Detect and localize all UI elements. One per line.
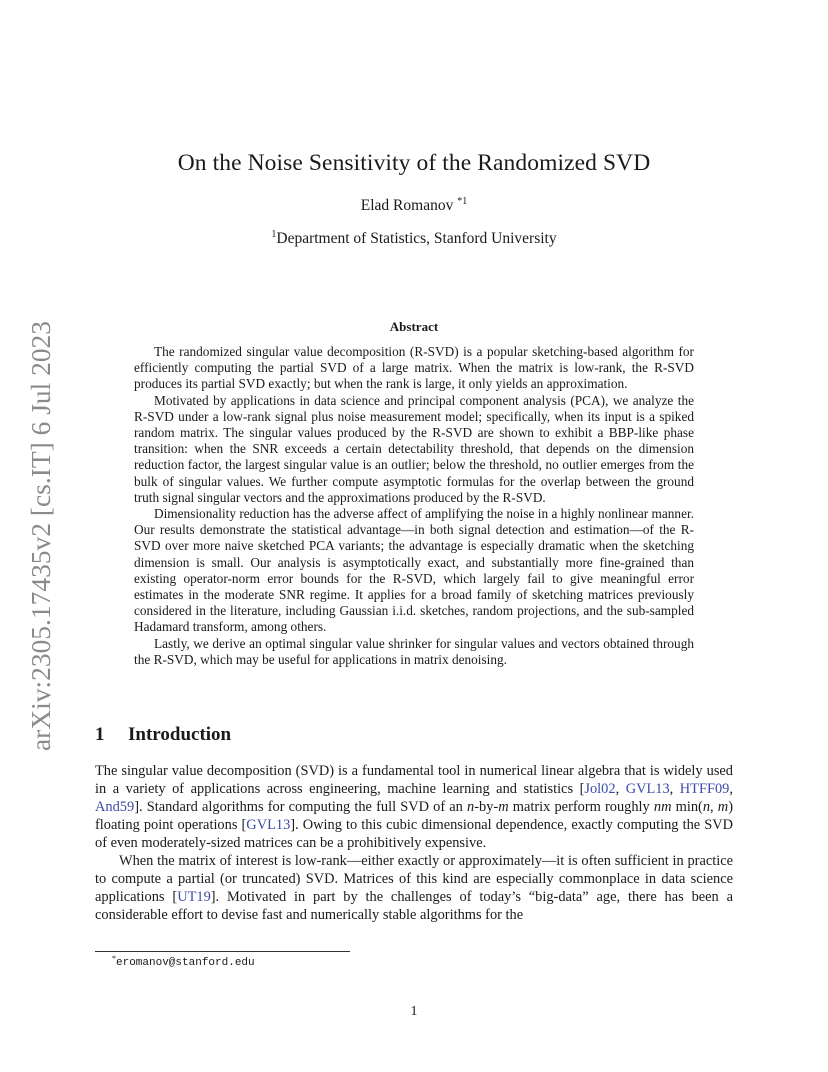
text-run: When the matrix of interest is low-rank—either exactly or approximately—it is often sufficient in practice to compute a partial (or truncated) SVD. Matrices of this kind are especially commonplace in data science applications [ bbox=[95, 853, 733, 905]
math-var: nm bbox=[653, 799, 672, 815]
paper-title: On the Noise Sensitivity of the Randomized SVD bbox=[177, 150, 651, 176]
text-run: matrix perform roughly bbox=[508, 799, 654, 815]
author-name: Elad Romanov bbox=[360, 197, 454, 214]
affiliation-mark: 1 bbox=[271, 229, 277, 240]
arxiv-identifier bbox=[18, 315, 60, 755]
citation-link[interactable]: And59 bbox=[95, 799, 135, 815]
citation-link[interactable]: HTFF09 bbox=[679, 781, 730, 797]
author-mark: *1 bbox=[457, 196, 468, 207]
section-number: 1 bbox=[95, 724, 105, 745]
math-var: n bbox=[702, 799, 711, 815]
page-number: 1 bbox=[410, 1004, 418, 1019]
math-var: m bbox=[498, 799, 509, 815]
footnote-rule bbox=[95, 951, 350, 952]
abstract-heading: Abstract bbox=[389, 319, 439, 334]
intro-paragraph bbox=[95, 852, 733, 924]
text-run: , bbox=[710, 799, 718, 815]
abstract-paragraph: Motivated by applications in data science and principal component analysis (PCA), we analyze the R-SVD under a low-rank signal plus noise measurement model; specifically, when its input is a spiked random matrix. The singular values produced by the R-SVD are shown to exhibit a BBP-like phase transition: when the SNR exceeds a certain detectability threshold, that depends on the dimension reduction factor, the largest singular value is an outlier; below the threshold, no outlier emerges from the bulk of singular values. We further compute asymptotic formulas for the overlap between the ground truth signal singular vectors and the approximations produced by the R-SVD. bbox=[134, 392, 694, 505]
math-var: n bbox=[467, 799, 475, 815]
section-heading bbox=[95, 724, 231, 746]
text-run: ]. Standard algorithms for computing the full SVD of an bbox=[134, 799, 468, 815]
abstract-paragraph: The randomized singular value decomposition (R-SVD) is a popular sketching-based algorithm for efficiently computing the partial SVD of a large matrix. When the matrix is low-rank, the R-SVD produces its partial SVD exactly; but when the rank is large, it only yields an approximation. bbox=[134, 344, 694, 392]
citation-link[interactable]: GVL13 bbox=[625, 781, 670, 797]
abstract-paragraph: Lastly, we derive an optimal singular value shrinker for singular values and vectors obtained through the R-SVD, which may be useful for applications in matrix denoising. bbox=[134, 635, 694, 667]
footnote-mark: * bbox=[112, 954, 116, 963]
introduction-body bbox=[95, 762, 733, 924]
text-run: ]. Motivated in part by the challenges of today’s “big-data” age, there has been a considerable effort to devise fast and numerically stable algorithms for the bbox=[95, 889, 733, 923]
footnote bbox=[112, 954, 255, 969]
text-run: ]. Owing to this cubic dimensional dependence, exactly computing the SVD of even moderately-sized matrices can be a prohibitively expensive. bbox=[95, 817, 734, 851]
section-title: Introduction bbox=[128, 724, 232, 745]
author-line bbox=[0, 197, 828, 215]
affiliation: Department of Statistics, Stanford University bbox=[276, 230, 557, 247]
citation-link[interactable]: GVL13 bbox=[246, 817, 291, 833]
abstract-paragraph: Dimensionality reduction has the adverse affect of amplifying the noise in a highly nonlinear manner. Our results demonstrate the statistical advantage—in both signal detection and estimation—of the R-SVD over more naive sketched PCA variants; the advantage is especially dramatic when the sketching dimension is small. Our analysis is asymptotically exact, and substantially more fine-grained than existing operator-norm error bounds for the R-SVD, which largely fail to give meaningful error estimates in the moderate SNR regime. It applies for a broad family of sketching matrices previously considered in the literature, including Gaussian i.i.d. sketches, random projections, and the sub-sampled Hadamard transform, among others. bbox=[134, 506, 694, 635]
text-run: -by- bbox=[474, 799, 499, 815]
affiliation-line bbox=[0, 230, 828, 248]
text-run: ) floating point operations [ bbox=[95, 799, 733, 833]
math-var: m bbox=[717, 799, 729, 815]
intro-paragraph: The singular value decomposition (SVD) is a fundamental tool in numerical linear algebra that is widely used in a variety of applications across engineering, machine learning and statistics [Jol02, GVL13, HTFF09, And59]. Standard algorithms for computing the full SVD of an n-by-m matrix perform roughly nm min(n, m) floating point operations [GVL13]. Owing to this cubic dimensional dependence, exactly computing the SVD of even moderately-sized matrices can be a prohibitively expensive. bbox=[95, 763, 734, 851]
citation-link[interactable]: Jol02 bbox=[584, 781, 616, 797]
citation-link[interactable]: UT19 bbox=[177, 889, 211, 905]
footnote-email: eromanov@stanford.edu bbox=[116, 957, 255, 969]
arxiv-identifier-text: arXiv:2305.17435v2 [cs.IT] 6 Jul 2023 bbox=[26, 328, 56, 751]
abstract-body bbox=[134, 344, 694, 668]
text-run: The singular value decomposition (SVD) is a fundamental tool in numerical linear algebra that is widely used in a variety of applications across engineering, machine learning and statistics [ bbox=[95, 763, 733, 797]
text-run: min( bbox=[671, 799, 703, 815]
